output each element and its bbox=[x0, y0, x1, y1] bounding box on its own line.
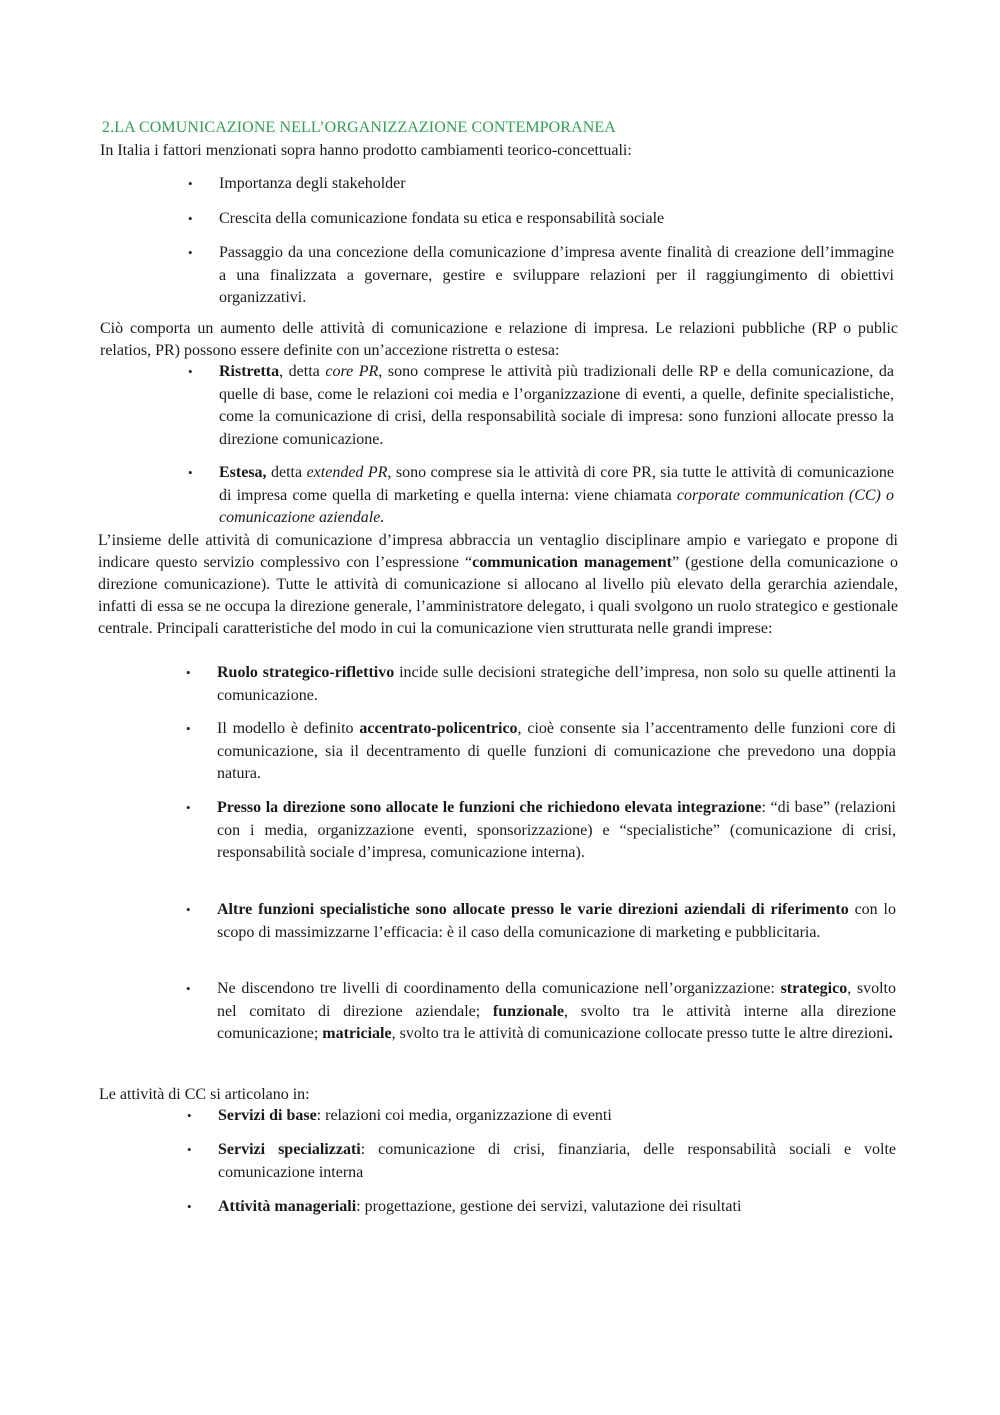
cc-activities-paragraph: Le attività di CC si articolano in: bbox=[99, 1086, 310, 1103]
list-item: • Altre funzioni specialistiche sono allocate presso le varie direzioni aziendali di riferimento con lo scopo di massimizzarne l’efficacia: è il caso della comunicazione di marketing e pubblicitaria. bbox=[186, 901, 897, 941]
bullet-icon: • bbox=[187, 1142, 192, 1157]
bullet-icon: • bbox=[186, 721, 191, 736]
bullet-icon: • bbox=[188, 211, 193, 226]
bullet-icon: • bbox=[187, 1108, 192, 1123]
bullet-icon: • bbox=[186, 981, 191, 996]
section-heading: 2.LA COMUNICAZIONE NELL’ORGANIZZAZIONE CONTEMPORANEA bbox=[102, 119, 616, 136]
bullet-icon: • bbox=[188, 245, 193, 260]
bullet-icon: • bbox=[186, 800, 191, 815]
list-item: • Il modello è definito accentrato-policentrico, cioè consente sia l’accentramento delle funzioni core di comunicazione, sia il decentramento di quelle funzioni di comunicazione che prevedono una doppia natura. bbox=[186, 720, 896, 782]
pr-paragraph: Ciò comporta un aumento delle attività di comunicazione e relazione di impresa. Le relazioni pubbliche (RP o public relatios, PR) possono essere definite con un’accezione ristretta o estesa: bbox=[100, 320, 898, 359]
bullet-icon: • bbox=[186, 665, 191, 680]
bullet-icon: • bbox=[188, 364, 193, 379]
intro-paragraph: In Italia i fattori menzionati sopra hanno prodotto cambiamenti teorico-concettuali: bbox=[100, 142, 632, 159]
list-item: • Passaggio da una concezione della comunicazione d’impresa avente finalità di creazione dell’immagine a una finalizzata a governare, gestire e sviluppare relazioni per il raggiungimento di obiettivi organizzativi. bbox=[188, 244, 894, 306]
list-item: • Ruolo strategico-riflettivo incide sulle decisioni strategiche dell’impresa, non solo su quelle attinenti la comunicazione. bbox=[186, 664, 897, 704]
communication-management-paragraph: L’insieme delle attività di comunicazione d’impresa abbraccia un ventaglio disciplinare ampio e variegato e propone di indicare questo servizio complessivo con l’espressione “communication management” (gestione della comunicazione o direzione comunicazione). Tutte le attività di comunicazione si allocano al livello più elevato della gerarchia aziendale, infatti di essa se ne occupa la direzione generale, l’amministratore delegato, i quali svolgono un ruolo strategico e gestionale centrale. Principali caratteristiche del modo in cui la comunicazione vien strutturata nelle grandi imprese: bbox=[98, 532, 899, 637]
list-item: • Crescita della comunicazione fondata su etica e responsabilità sociale bbox=[219, 208, 894, 231]
list-item: • Presso la direzione sono allocate le funzioni che richiedono elevata integrazione: “di base” (relazioni con i media, organizzazione eventi, sponsorizzazione) e “specialistiche” (comunicazione di crisi, responsabilità sociale d’impresa, comunicazione interna). bbox=[186, 799, 897, 861]
bullet-icon: • bbox=[187, 1199, 192, 1214]
bullet-icon: • bbox=[188, 176, 193, 191]
bullet-icon: • bbox=[188, 465, 193, 480]
list-item-estesa: • Estesa, detta extended PR, sono comprese sia le attività di core PR, sia tutte le attività di comunicazione di impresa come quella di marketing e quella interna: viene chiamata corporate communication (CC) o comunicazione aziendale. bbox=[188, 464, 895, 526]
list-item: • Servizi specializzati: comunicazione di crisi, finanziaria, delle responsabilità sociali e volte comunicazione interna bbox=[187, 1141, 897, 1181]
list-item: • Ne discendono tre livelli di coordinamento della comunicazione nell’organizzazione: strategico, svolto nel comitato di direzione aziendale; funzionale, svolto tra le attività interne alla direzione comunicazione; matriciale, svolto tra le attività di comunicazione collocate presso tutte le altre direzioni. bbox=[186, 980, 897, 1042]
list-item-ristretta: • Ristretta, detta core PR, sono comprese le attività più tradizionali delle RP e della comunicazione, da quelle di base, come le relazioni coi media e l’organizzazione di eventi, a quelle, definite specialistiche, come la comunicazione di crisi, della responsabilità sociale di impresa: sono funzioni allocate presso la direzione comunicazione. bbox=[188, 363, 895, 448]
list-item: • Importanza degli stakeholder bbox=[219, 173, 894, 196]
list-item: • Servizi di base: relazioni coi media, organizzazione di eventi bbox=[218, 1105, 896, 1128]
list-item: • Attività manageriali: progettazione, gestione dei servizi, valutazione dei risultati bbox=[218, 1196, 896, 1219]
bullet-icon: • bbox=[186, 902, 191, 917]
